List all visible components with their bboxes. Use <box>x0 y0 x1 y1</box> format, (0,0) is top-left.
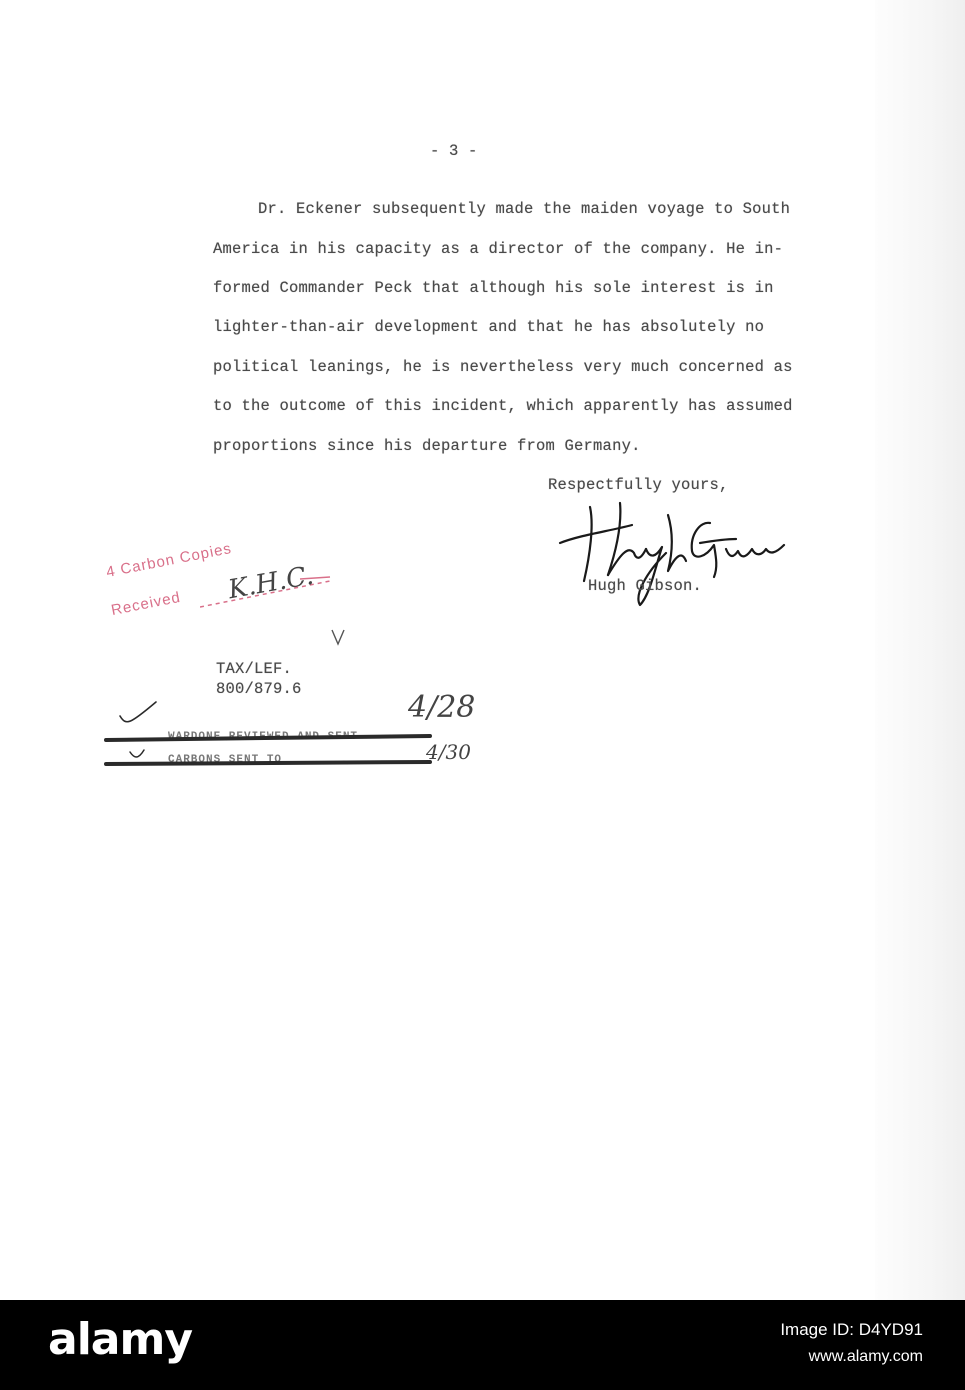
stamp-received: Received <box>109 588 183 619</box>
image-id: Image ID: D4YD91 <box>780 1320 923 1339</box>
stamp-initials: K.H.C. <box>226 560 316 606</box>
body-line: America in his capacity as a director of the company. He in- <box>213 240 784 258</box>
struck-line: CARBONS SENT TO <box>168 754 283 766</box>
handwritten-date: 4/28 <box>408 690 476 725</box>
body-line: to the outcome of this incident, which apparently has assumed <box>213 397 793 415</box>
struck-line: WARDONE REVIEWED AND SENT <box>168 731 359 743</box>
page-number: - 3 - <box>430 142 478 160</box>
body-line: lighter-than-air development and that he has absolutely no <box>213 318 765 336</box>
page-edge-shadow <box>875 0 965 1300</box>
alamy-logo: alamy <box>48 1314 192 1365</box>
check-mark <box>328 626 348 648</box>
body-line: proportions since his departure from Germany. <box>213 437 641 455</box>
signer-name: Hugh Gibson. <box>588 577 703 595</box>
body-line: formed Commander Peck that although his sole interest is in <box>213 279 774 297</box>
footer-url: www.alamy.com <box>808 1348 923 1365</box>
reference-initials: TAX/LEF. <box>216 660 293 678</box>
stamp-carbon-copies: 4 Carbon Copies <box>104 539 234 581</box>
handwritten-date: 4/30 <box>426 740 471 764</box>
reference-file-number: 800/879.6 <box>216 680 302 698</box>
closing: Respectfully yours, <box>548 476 729 494</box>
watermark-footer <box>0 1300 965 1390</box>
body-line: Dr. Eckener subsequently made the maiden voyage to South <box>258 200 791 218</box>
body-line: political leanings, he is nevertheless very much concerned as <box>213 358 793 376</box>
